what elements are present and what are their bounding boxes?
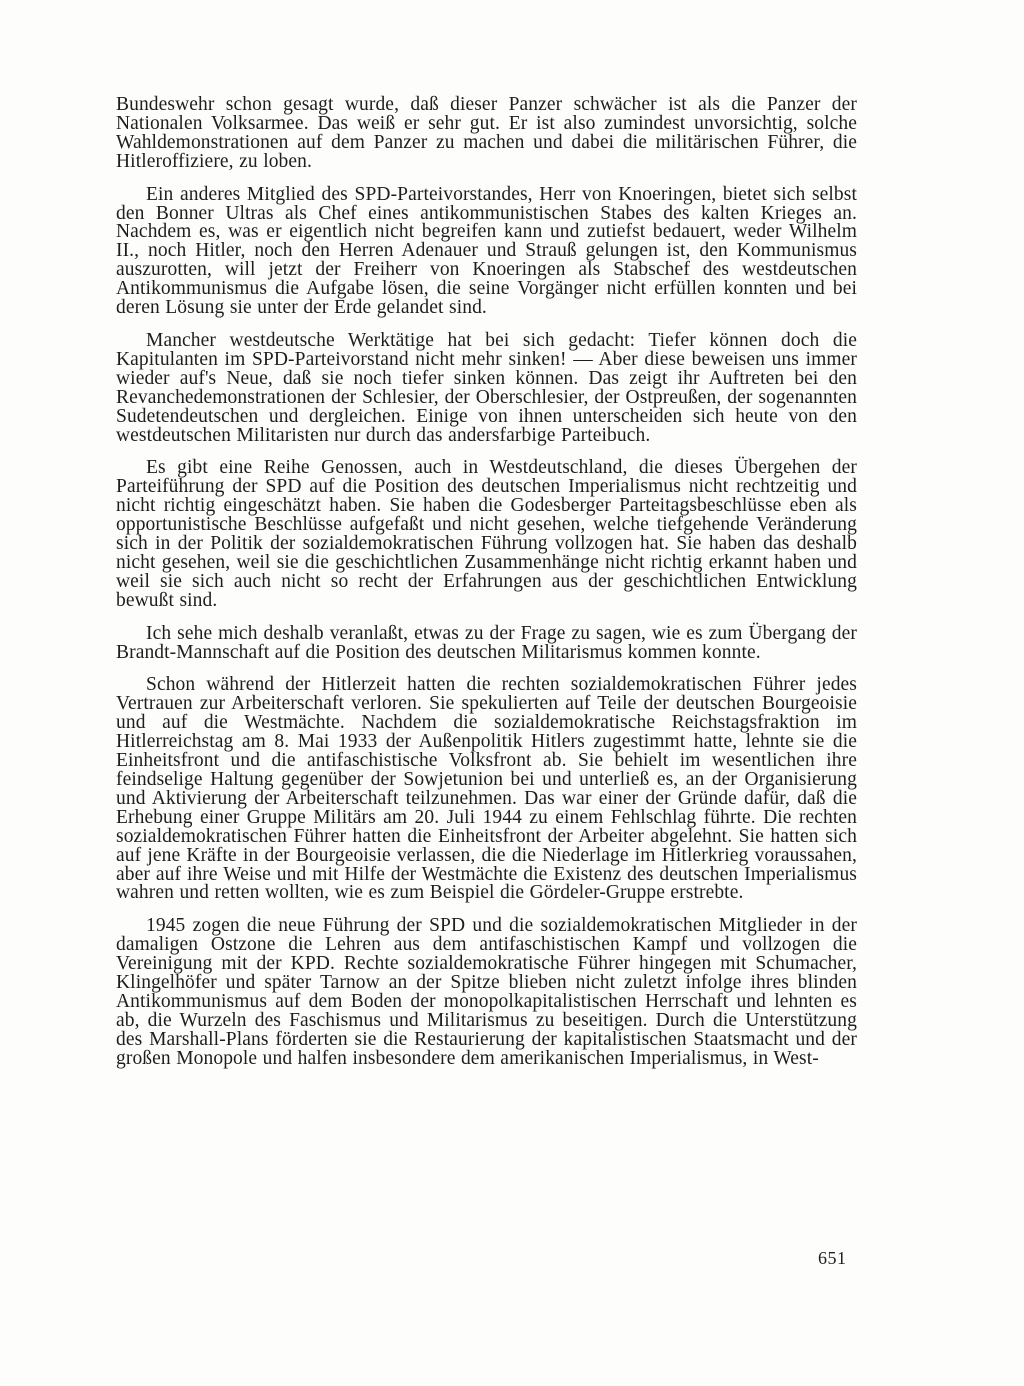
text-column <box>116 96 857 1083</box>
paragraph-3: Mancher westdeutsche Werktätige hat bei sich gedacht: Tiefer können doch die Kapitulanten im SPD-Parteivorstand nicht mehr sinken! — Aber diese beweisen uns immer wieder auf's Neue, daß sie noch tiefer sinken können. Das zeigt ihr Auftreten bei den Revanchedemonstrationen der Schlesier, der Oberschlesier, der Ostpreußen, der sogenannten Sudetendeutschen und dergleichen. Einige von ihnen unterscheiden sich heute von den westdeutschen Militaristen nur durch das andersfarbige Parteibuch. <box>116 329 857 446</box>
page-number: 651 <box>818 1248 847 1268</box>
paragraph-6: Schon während der Hitlerzeit hatten die rechten sozialdemokratischen Führer jedes Vertrauen zur Arbeiterschaft verloren. Sie spekulierten auf Teile der deutschen Bourgeoisie und auf die Westmächte. Nachdem die sozialdemokratische Reichstagsfraktion im Hitlerreichstag am 8. Mai 1933 der Außenpolitik Hitlers zugestimmt hatte, lehnte sie die Einheitsfront und die antifaschistische Volksfront ab. Sie behielt im wesentlichen ihre feindselige Haltung gegenüber der Sowjetunion bei und unterließ es, an der Organisierung und Aktivierung der Arbeiterschaft teilzunehmen. Das war einer der Gründe dafür, daß die Erhebung einer Gruppe Militärs am 20. Juli 1944 zu einem Fehlschlag führte. Die rechten sozialdemokratischen Führer hatten die Einheitsfront der Arbeiter abgelehnt. Sie hatten sich auf jene Kräfte in der Bourgeoisie verlassen, die die Niederlage im Hitlerkrieg voraussahen, aber auf ihre Weise und mit Hilfe der Westmächte die Existenz des deutschen Imperialismus wahren und retten wollten, wie es zum Beispiel die Gördeler-Gruppe erstrebte. <box>116 674 857 904</box>
paragraph-1: Bundeswehr schon gesagt wurde, daß dieser Panzer schwächer ist als die Panzer der Nationalen Volksarmee. Das weiß er sehr gut. Er ist also zumindest unvorsichtig, solche Wahldemonstrationen auf dem Panzer zu machen und dabei die militärischen Führer, die Hitleroffiziere, zu loben. <box>116 94 857 172</box>
paragraph-4: Es gibt eine Reihe Genossen, auch in Westdeutschland, die dieses Übergehen der Parteiführung der SPD auf die Position des deutschen Imperialismus nicht rechtzeitig und nicht richtig eingeschätzt haben. Sie haben die Godesberger Parteitagsbeschlüsse eben als opportunistische Beschlüsse aufgefaßt und nicht gesehen, welche tiefgehende Veränderung sich in der Politik der sozialdemokratischen Führung vollzogen hat. Sie haben das deshalb nicht gesehen, weil sie die geschichtlichen Zusammenhänge nicht richtig erkannt haben und weil sie sich auch nicht so recht der Erfahrungen aus der geschichtlichen Entwicklung bewußt sind. <box>116 457 857 611</box>
paragraph-2: Ein anderes Mitglied des SPD-Parteivorstandes, Herr von Knoeringen, bietet sich selbst den Bonner Ultras als Chef eines antikommunistischen Stabes des kalten Krieges an. Nachdem es, was er eigentlich nicht begreifen kann und zutiefst bedauert, weder Wilhelm II., noch Hitler, noch den Herren Adenauer und Strauß gelungen ist, den Kommunismus auszurotten, will jetzt der Freiherr von Knoeringen als Stabschef des westdeutschen Antikommunismus die Aufgabe lösen, die seine Vorgänger nicht erfüllen konnten und bei deren Lösung sie unter der Erde gelandet sind. <box>116 183 857 319</box>
paragraph-7: 1945 zogen die neue Führung der SPD und die sozialdemokratischen Mitglieder in der damaligen Ostzone die Lehren aus dem antifaschistischen Kampf und vollzogen die Vereinigung mit der KPD. Rechte sozialdemokratische Führer hingegen mit Schumacher, Klingelhöfer und später Tarnow an der Spitze blieben nicht zuletzt infolge ihres blinden Antikommunismus auf dem Boden der monopolkapitalistischen Herrschaft und lehnten es ab, die Wurzeln des Faschismus und Militarismus zu beseitigen. Durch die Unterstützung des Marshall-Plans förderten sie die Restaurierung der kapitalistischen Staatsmacht und der großen Monopole und halfen insbesondere dem amerikanischen Imperialismus, in West- <box>116 915 857 1069</box>
paragraph-5: Ich sehe mich deshalb veranlaßt, etwas zu der Frage zu sagen, wie es zum Übergang der Brandt-Mannschaft auf die Position des deutschen Militarismus kommen konnte. <box>116 622 857 663</box>
